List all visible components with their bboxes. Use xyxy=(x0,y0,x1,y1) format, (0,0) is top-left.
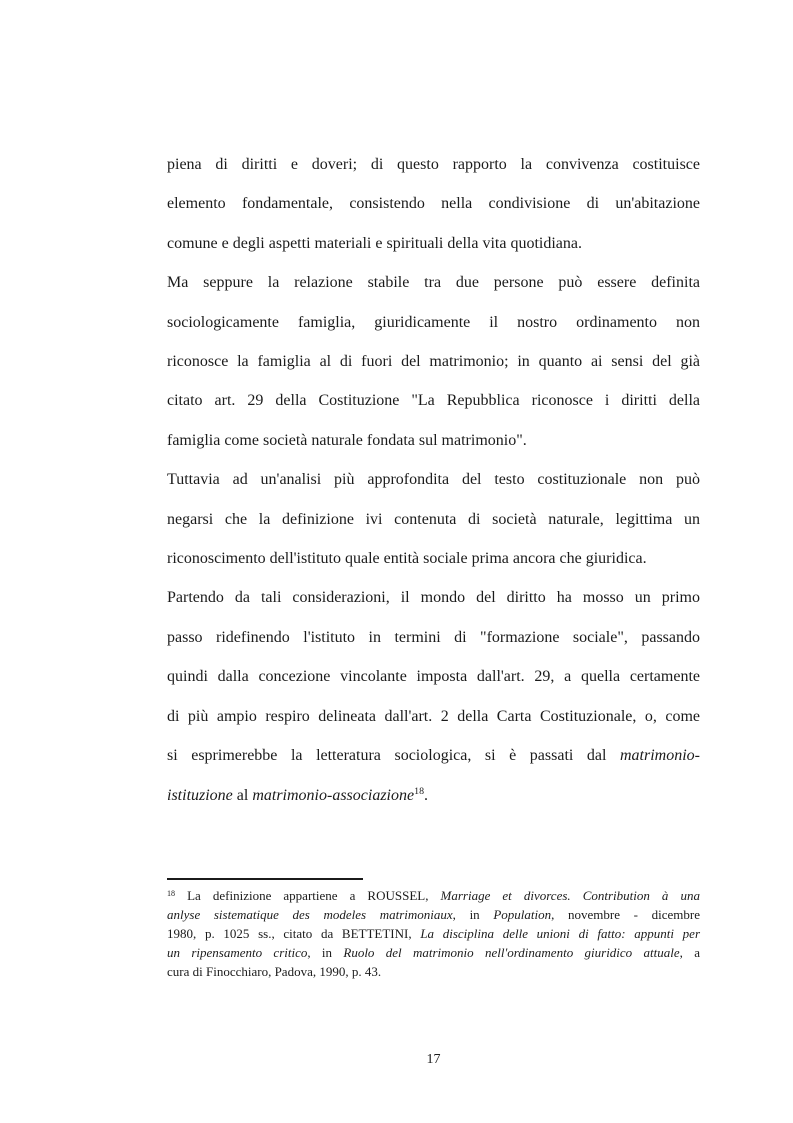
text-run: Tuttavia ad un'analisi più approfondita del testo costituzionale non può xyxy=(167,471,700,489)
text-run: La definizione appartiene a ROUSSEL, xyxy=(175,888,441,903)
italic-run: matrimonio- xyxy=(620,747,700,765)
italic-run: Ruolo del matrimonio nell'ordinamento giuridico attuale xyxy=(343,945,680,960)
text-run: di più ampio respiro delineata dall'art. 2 della Carta Costituzionale, o, come xyxy=(167,707,700,725)
body-line xyxy=(167,460,700,499)
body-line xyxy=(167,500,700,539)
text-run: riconosce la famiglia al di fuori del matrimonio; in quanto ai sensi del già xyxy=(167,353,700,371)
text-run: , novembre - dicembre xyxy=(551,907,700,922)
text-run: citato art. 29 della Costituzione "La Repubblica riconosce i diritti della xyxy=(167,392,700,410)
text-run: negarsi che la definizione ivi contenuta di società naturale, legittima un xyxy=(167,510,700,528)
italic-run: un ripensamento critico xyxy=(167,945,308,960)
body-line xyxy=(167,697,700,736)
text-run: , a xyxy=(679,945,700,960)
text-run: famiglia come società naturale fondata sul matrimonio". xyxy=(167,431,527,449)
text-run: al xyxy=(232,786,253,804)
text-run: , in xyxy=(452,907,494,922)
footnote-line xyxy=(167,886,700,905)
text-run: comune e degli aspetti materiali e spirituali della vita quotidiana. xyxy=(167,234,582,252)
body-line xyxy=(167,184,700,223)
text-run: elemento fondamentale, consistendo nella condivisione di un'abitazione xyxy=(167,195,700,213)
footnote-line xyxy=(167,924,700,943)
italic-run: istituzione xyxy=(167,786,233,804)
body-line xyxy=(167,421,700,460)
body-line xyxy=(167,539,700,578)
body-line xyxy=(167,381,700,420)
footnote-line xyxy=(167,943,700,962)
footnote xyxy=(167,886,700,981)
body-line xyxy=(167,224,700,263)
italic-run: La disciplina delle unioni di fatto: appunti per xyxy=(420,926,701,941)
body-line xyxy=(167,657,700,696)
footnote-line xyxy=(167,905,700,924)
body-line xyxy=(167,736,700,775)
italic-run: Marriage et divorces. Contribution à una xyxy=(440,888,700,903)
body-line xyxy=(167,342,700,381)
text-run: sociologicamente famiglia, giuridicamente il nostro ordinamento non xyxy=(167,313,700,331)
body-text xyxy=(167,145,700,815)
italic-run: matrimonio-associazione xyxy=(252,786,415,804)
body-line xyxy=(167,145,700,184)
text-run: . xyxy=(424,786,429,804)
text-run: 1980, p. 1025 ss., citato da BETTETINI, xyxy=(167,926,421,941)
body-line xyxy=(167,578,700,617)
superscript-ref: 18 xyxy=(167,888,176,898)
body-line xyxy=(167,776,700,815)
superscript-ref: 18 xyxy=(414,786,425,798)
text-run: passo ridefinendo l'istituto in termini di "formazione sociale", passando xyxy=(167,628,700,646)
text-run: Ma seppure la relazione stabile tra due persone può essere definita xyxy=(167,274,700,292)
footnote-line xyxy=(167,962,700,981)
italic-run: anlyse sistematique des modeles matrimoniaux xyxy=(167,907,453,922)
italic-run: Population xyxy=(493,907,552,922)
text-run: cura di Finocchiaro, Padova, 1990, p. 43. xyxy=(167,964,382,979)
page-number: 17 xyxy=(426,1052,441,1067)
text-run: , in xyxy=(307,945,344,960)
text-run: riconoscimento dell'istituto quale entità sociale prima ancora che giuridica. xyxy=(167,550,647,568)
text-run: si esprimerebbe la letteratura sociologica, si è passati dal xyxy=(167,747,620,765)
footnote-separator xyxy=(167,878,363,880)
text-run: Partendo da tali considerazioni, il mondo del diritto ha mosso un primo xyxy=(167,589,700,607)
body-line xyxy=(167,618,700,657)
body-line xyxy=(167,303,700,342)
text-run: piena di diritti e doveri; di questo rapporto la convivenza costituisce xyxy=(167,156,700,173)
body-line xyxy=(167,263,700,302)
text-run: quindi dalla concezione vincolante imposta dall'art. 29, a quella certamente xyxy=(167,668,700,686)
